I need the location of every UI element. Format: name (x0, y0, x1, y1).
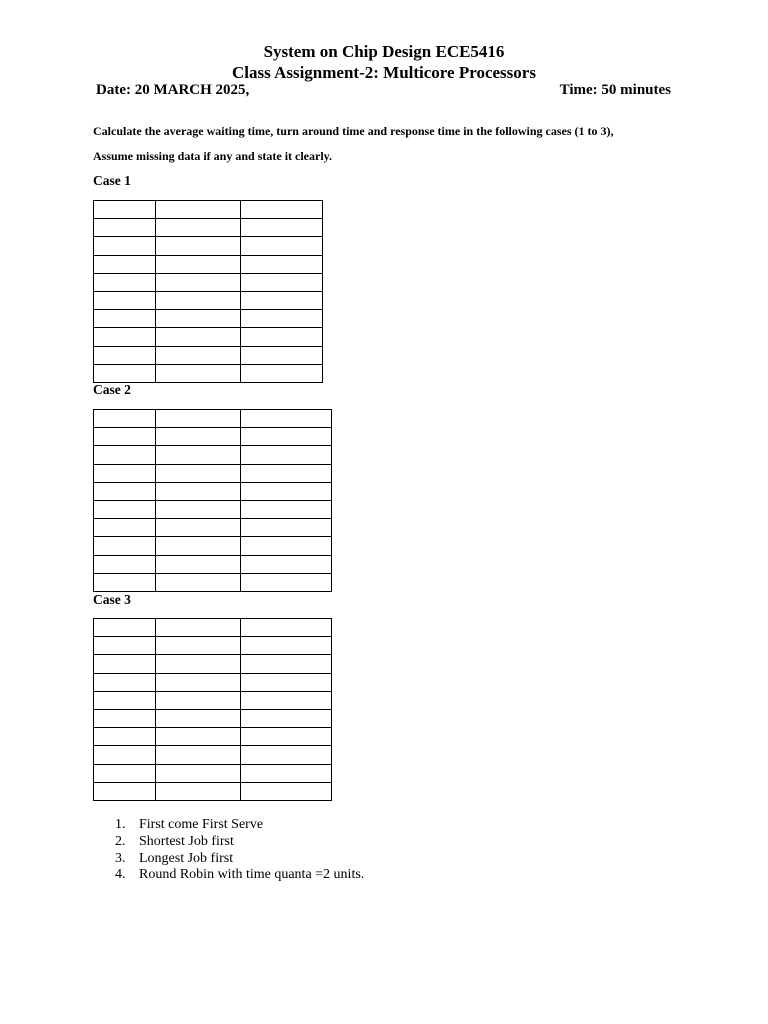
table-cell (241, 673, 332, 691)
table-cell (156, 728, 241, 746)
table-cell (156, 410, 241, 428)
list-item (0, 867, 364, 884)
list-item (0, 834, 364, 851)
table-cell (156, 691, 241, 709)
table-cell (156, 746, 241, 764)
exam-date: Date: 20 MARCH 2025, (96, 82, 250, 98)
assignment-title: Class Assignment-2: Multicore Processors (232, 63, 536, 82)
table-row (94, 500, 332, 518)
table-row (94, 746, 332, 764)
table-row (94, 428, 332, 446)
table-cell (156, 764, 241, 782)
table-cell (156, 346, 241, 364)
table-cell (94, 219, 156, 237)
table-cell (94, 519, 156, 537)
table-cell (94, 428, 156, 446)
table-row (94, 691, 332, 709)
table-cell (156, 291, 241, 309)
table-cell (156, 273, 241, 291)
list-text: Round Robin with time quanta =2 units. (139, 867, 365, 883)
table-row (94, 201, 323, 219)
table-cell (156, 555, 241, 573)
table-row (94, 573, 332, 591)
table-cell (241, 573, 332, 591)
table-row (94, 346, 323, 364)
table-row (94, 328, 323, 346)
table-cell (241, 219, 323, 237)
list-number: 1. (115, 817, 126, 832)
table-cell (94, 537, 156, 555)
instruction-line-2: Assume missing data if any and state it clearly. (93, 149, 333, 163)
table-cell (94, 764, 156, 782)
table-cell (94, 619, 156, 637)
instruction-line-1: Calculate the average waiting time, turn around time and response time in the following cases (1 to 3), (93, 124, 614, 138)
list-number: 4. (115, 867, 126, 883)
table-cell (241, 655, 332, 673)
table-cell (94, 446, 156, 464)
table-cell (241, 619, 332, 637)
table-row (94, 237, 323, 255)
table-cell (241, 728, 332, 746)
case-3-label: Case 3 (93, 592, 131, 607)
table-cell (156, 637, 241, 655)
table-cell (156, 709, 241, 727)
list-text: Shortest Job first (139, 833, 234, 849)
table-cell (241, 782, 332, 800)
table-cell (94, 346, 156, 364)
table-row (94, 537, 332, 555)
table-row (94, 555, 332, 573)
list-item (0, 851, 364, 868)
case-2-label: Case 2 (93, 382, 131, 397)
table-cell (156, 328, 241, 346)
table-cell (156, 537, 241, 555)
table-row (94, 291, 323, 309)
table-row (94, 519, 332, 537)
table-cell (156, 364, 241, 382)
table-row (94, 446, 332, 464)
table-cell (241, 428, 332, 446)
table-cell (241, 310, 323, 328)
course-title: System on Chip Design ECE5416 (263, 42, 505, 61)
table-cell (94, 655, 156, 673)
table-cell (241, 500, 332, 518)
case-1-label: Case 1 (93, 173, 131, 188)
table-cell (94, 573, 156, 591)
case-1-table (93, 200, 323, 383)
table-row (94, 255, 323, 273)
table-cell (94, 709, 156, 727)
table-cell (94, 410, 156, 428)
table-cell (241, 637, 332, 655)
table-cell (241, 201, 323, 219)
list-number: 2. (115, 833, 126, 849)
table-row (94, 728, 332, 746)
table-row (94, 364, 323, 382)
exam-duration: Time: 50 minutes (559, 82, 671, 98)
table-cell (94, 691, 156, 709)
table-cell (156, 255, 241, 273)
table-cell (94, 637, 156, 655)
table-cell (241, 346, 323, 364)
table-cell (94, 255, 156, 273)
table-row (94, 655, 332, 673)
table-cell (94, 673, 156, 691)
table-cell (156, 310, 241, 328)
list-text: First come First Serve (139, 817, 264, 832)
table-cell (241, 291, 323, 309)
table-cell (94, 555, 156, 573)
table-cell (241, 255, 323, 273)
table-cell (156, 219, 241, 237)
table-cell (94, 310, 156, 328)
table-cell (94, 328, 156, 346)
table-cell (94, 500, 156, 518)
table-row (94, 410, 332, 428)
table-row (94, 464, 332, 482)
table-row (94, 273, 323, 291)
table-cell (156, 464, 241, 482)
table-row (94, 637, 332, 655)
table-cell (156, 673, 241, 691)
table-cell (156, 446, 241, 464)
table-cell (156, 655, 241, 673)
table-cell (94, 482, 156, 500)
table-cell (156, 619, 241, 637)
table-cell (241, 364, 323, 382)
table-cell (241, 519, 332, 537)
table-row (94, 709, 332, 727)
table-cell (94, 782, 156, 800)
table-cell (156, 482, 241, 500)
table-cell (241, 482, 332, 500)
table-cell (156, 500, 241, 518)
table-cell (241, 746, 332, 764)
table-cell (156, 519, 241, 537)
table-cell (241, 237, 323, 255)
case-2-table (93, 409, 332, 592)
case-3-table (93, 618, 332, 801)
table-cell (94, 237, 156, 255)
table-cell (241, 273, 323, 291)
table-cell (241, 410, 332, 428)
table-cell (241, 709, 332, 727)
table-row (94, 619, 332, 637)
table-cell (241, 328, 323, 346)
table-cell (94, 728, 156, 746)
table-cell (241, 555, 332, 573)
table-cell (94, 464, 156, 482)
table-cell (156, 201, 241, 219)
table-cell (241, 537, 332, 555)
table-cell (241, 464, 332, 482)
table-row (94, 219, 323, 237)
table-row (94, 482, 332, 500)
list-text: Longest Job first (139, 850, 234, 866)
table-row (94, 310, 323, 328)
table-cell (156, 237, 241, 255)
table-cell (94, 273, 156, 291)
list-item (0, 817, 364, 834)
table-cell (156, 428, 241, 446)
table-cell (94, 364, 156, 382)
table-cell (241, 446, 332, 464)
scheduling-policy-list (0, 817, 364, 884)
table-cell (156, 573, 241, 591)
list-number: 3. (115, 850, 126, 866)
table-row (94, 673, 332, 691)
table-row (94, 764, 332, 782)
table-row (94, 782, 332, 800)
table-cell (94, 291, 156, 309)
table-cell (94, 746, 156, 764)
table-cell (94, 201, 156, 219)
table-cell (241, 764, 332, 782)
table-cell (156, 782, 241, 800)
table-cell (241, 691, 332, 709)
